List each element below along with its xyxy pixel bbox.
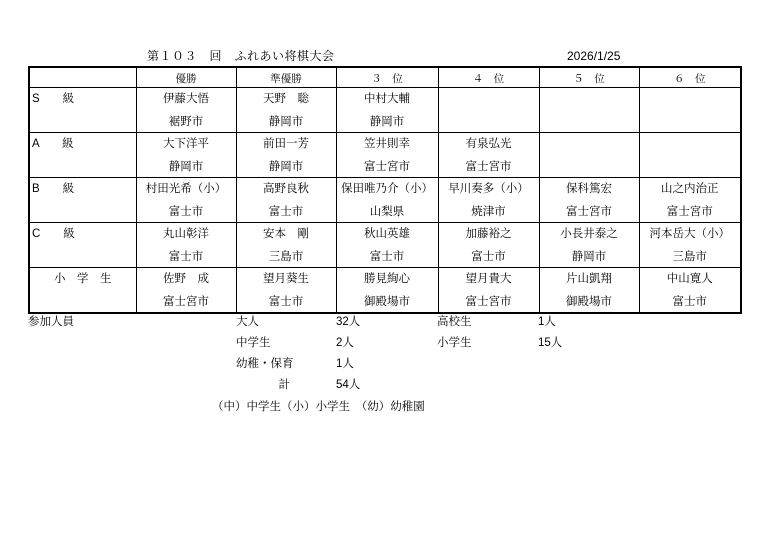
result-cell: [336, 223, 438, 268]
player-city: 御殿場市: [364, 296, 410, 308]
result-cell: [539, 88, 639, 133]
player-name: 加藤裕之: [465, 228, 512, 240]
player-name: 有泉弘光: [465, 138, 512, 150]
class-label: B 級: [32, 183, 75, 195]
player-name: 山之内治正: [661, 183, 719, 195]
player-city: 富士市: [471, 251, 506, 263]
result-cell: [136, 178, 236, 223]
class-label: S 級: [32, 93, 75, 105]
result-cell: [236, 223, 336, 268]
table-row: [29, 223, 741, 268]
result-cell: [639, 268, 741, 314]
document-title: 第１０３ 回 ふれあい将棋大会: [147, 49, 335, 63]
player-name: 前田一芳: [263, 138, 309, 150]
column-header-5: ５ 位: [539, 67, 639, 88]
result-cell: [539, 178, 639, 223]
result-cell: [236, 133, 336, 178]
player-name: 早川奏多（小）: [448, 183, 529, 195]
result-cell: [136, 268, 236, 314]
result-cell: [438, 88, 539, 133]
preschool-label: 幼稚・保育: [236, 358, 294, 370]
corner-header: [29, 67, 136, 88]
class-label-cell: [29, 178, 136, 223]
player-city: 静岡市: [369, 116, 405, 128]
result-cell: [639, 88, 741, 133]
player-city: 静岡市: [571, 251, 607, 263]
high-school-label: 高校生: [437, 316, 472, 328]
empty-slot: [540, 133, 639, 155]
player-name: 河本岳大（小）: [649, 228, 730, 240]
player-name: 笠井則幸: [364, 138, 410, 150]
column-header-1: 優勝: [136, 67, 236, 88]
empty-slot: [640, 133, 741, 155]
player-city: 焼津市: [471, 206, 506, 218]
abbreviation-legend: （中）中学生（小）小学生 （幼）幼稚園: [212, 401, 425, 413]
player-city: 裾野市: [168, 116, 204, 128]
result-cell: [438, 223, 539, 268]
table-row: [29, 88, 741, 133]
player-city: 富士宮市: [566, 206, 612, 218]
middle-school-count: 2人: [336, 337, 354, 349]
table-row: [29, 268, 741, 314]
total-label: 計: [278, 379, 290, 391]
player-city: 富士宮市: [163, 296, 209, 308]
result-cell: [539, 268, 639, 314]
player-name: 伊藤大悟: [163, 93, 209, 105]
player-city: 三島市: [268, 251, 304, 263]
player-city: 静岡市: [168, 161, 204, 173]
player-name: 保科篤宏: [566, 183, 612, 195]
empty-slot: [640, 155, 741, 177]
result-cell: [336, 88, 438, 133]
player-name: 大下洋平: [163, 138, 209, 150]
header-row: [29, 67, 741, 88]
preschool-count: 1人: [336, 358, 354, 370]
result-cell: [136, 133, 236, 178]
player-city: 富士市: [369, 251, 405, 263]
result-cell: [539, 223, 639, 268]
result-cell: [438, 133, 539, 178]
empty-slot: [540, 110, 639, 132]
class-label-cell: [29, 133, 136, 178]
result-cell: [336, 178, 438, 223]
player-city: 富士市: [268, 206, 304, 218]
result-cell: [236, 88, 336, 133]
empty-slot: [640, 88, 741, 110]
player-name: 丸山彰洋: [163, 228, 209, 240]
player-name: 秋山英雄: [364, 228, 410, 240]
player-city: 富士市: [672, 296, 707, 308]
player-city: 富士市: [168, 251, 204, 263]
result-cell: [639, 133, 741, 178]
class-label: 小 学 生: [54, 273, 112, 285]
result-cell: [136, 223, 236, 268]
elementary-count: 15人: [538, 337, 563, 349]
class-label-cell: [29, 268, 136, 314]
adult-count: 32人: [336, 316, 361, 328]
class-label-cell: [29, 88, 136, 133]
player-name: 安本 剛: [263, 228, 309, 240]
result-cell: [639, 223, 741, 268]
adult-label: 大人: [236, 316, 259, 328]
results-body: [29, 88, 741, 314]
elementary-label: 小学生: [437, 337, 472, 349]
empty-slot: [540, 88, 639, 110]
results-table: [28, 66, 742, 314]
player-city: 御殿場市: [566, 296, 612, 308]
empty-slot: [640, 110, 741, 132]
player-city: 富士宮市: [465, 296, 512, 308]
table-row: [29, 133, 741, 178]
table-row: [29, 178, 741, 223]
player-city: 三島市: [672, 251, 707, 263]
participants-label: 参加人員: [28, 316, 74, 328]
player-city: 静岡市: [268, 161, 304, 173]
player-city: 富士宮市: [666, 206, 713, 218]
player-name: 小長井泰之: [560, 228, 618, 240]
player-name: 望月貴大: [465, 273, 512, 285]
class-label: C 級: [32, 228, 75, 240]
player-city: 富士宮市: [465, 161, 512, 173]
column-header-6: ６ 位: [639, 67, 741, 88]
player-name: 中村大輔: [364, 93, 410, 105]
player-name: 望月葵生: [263, 273, 309, 285]
player-name: 保田唯乃介（小）: [341, 183, 433, 195]
player-name: 片山凱翔: [566, 273, 612, 285]
column-header-2: 準優勝: [236, 67, 336, 88]
empty-slot: [540, 155, 639, 177]
player-name: 村田光希（小）: [145, 183, 227, 195]
column-header-3: ３ 位: [336, 67, 438, 88]
document-date: 2026/1/25: [567, 49, 621, 63]
result-cell: [236, 268, 336, 314]
result-cell: [136, 88, 236, 133]
result-cell: [336, 133, 438, 178]
player-name: 勝見絢心: [364, 273, 410, 285]
result-cell: [639, 178, 741, 223]
player-city: 富士市: [168, 206, 204, 218]
player-name: 高野良秋: [263, 183, 309, 195]
total-count: 54人: [336, 379, 361, 391]
result-cell: [539, 133, 639, 178]
player-city: 静岡市: [268, 116, 304, 128]
empty-slot: [439, 110, 539, 132]
player-name: 天野 聡: [263, 93, 309, 105]
class-label: A 級: [32, 138, 74, 150]
player-name: 佐野 成: [163, 273, 209, 285]
result-cell: [438, 268, 539, 314]
high-school-count: 1人: [538, 316, 556, 328]
empty-slot: [439, 88, 539, 110]
result-cell: [236, 178, 336, 223]
player-city: 山梨県: [369, 206, 405, 218]
middle-school-label: 中学生: [236, 337, 271, 349]
player-city: 富士市: [268, 296, 304, 308]
player-name: 中山寛人: [666, 273, 713, 285]
class-label-cell: [29, 223, 136, 268]
result-cell: [438, 178, 539, 223]
player-city: 富士宮市: [364, 161, 410, 173]
column-header-4: ４ 位: [438, 67, 539, 88]
result-cell: [336, 268, 438, 314]
